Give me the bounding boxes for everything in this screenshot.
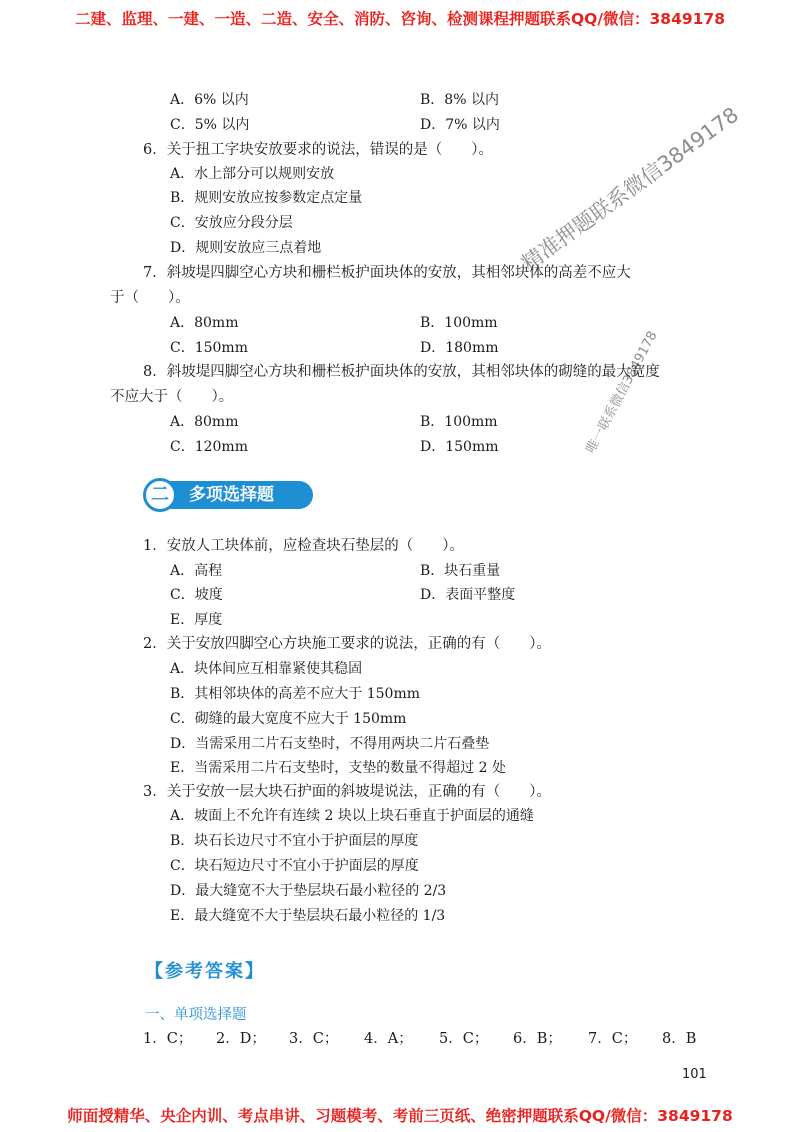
m2-option-d: D．当需采用二片石支垫时，不得用两块二片石叠垫 [170, 736, 490, 752]
answer-section-title: 【参考答案】 [145, 961, 265, 982]
q8-option-d: D．150mm [420, 439, 499, 455]
q6-stem: 6．关于扭工字块安放要求的说法，错误的是（ ）。 [143, 142, 493, 158]
m3-option-e: E．最大缝宽不大于垫层块石最小粒径的 1/3 [170, 908, 446, 924]
q5-option-b: B．8% 以内 [420, 92, 499, 108]
q8-option-c: C．120mm [170, 439, 248, 455]
section-title: 多项选择题 [163, 481, 313, 509]
diagonal-watermark: 精准押题联系微信3849178 [517, 102, 744, 276]
m2-option-e: E．当需采用二片石支垫时，支垫的数量不得超过 2 处 [170, 760, 507, 776]
m3-option-b: B．块石长边尺寸不宜小于护面层的厚度 [170, 833, 419, 849]
m3-stem: 3．关于安放一层大块石护面的斜坡堤说法，正确的有（ ）。 [143, 784, 551, 800]
answer-item: 6．B； [513, 1031, 562, 1047]
m1-stem: 1．安放人工块体前，应检查块石垫层的（ ）。 [143, 538, 464, 554]
m2-option-b: B．其相邻块体的高差不应大于 150mm [170, 686, 421, 702]
m3-option-a: A．坡面上不允许有连续 2 块以上块石垂直于护面层的通缝 [170, 808, 534, 824]
q8-option-b: B．100mm [420, 414, 498, 430]
m3-option-c: C．块石短边尺寸不宜小于护面层的厚度 [170, 858, 419, 874]
q7-option-c: C．150mm [170, 340, 248, 356]
q8-stem-line2: 不应大于（ ）。 [110, 389, 234, 405]
answer-item: 5．C； [439, 1031, 489, 1047]
q7-option-b: B．100mm [420, 315, 498, 331]
m1-option-e: E．厚度 [170, 612, 223, 628]
q8-option-a: A．80mm [170, 414, 239, 430]
answer-item: 7．C； [588, 1031, 638, 1047]
q6-option-b: B．规则安放应按参数定点定量 [170, 190, 363, 206]
m1-option-c: C．坡度 [170, 587, 223, 603]
section-number-badge: 二 [143, 478, 177, 512]
bottom-ad-banner: 师面授精华、央企内训、考点串讲、习题模考、考前三页纸、绝密押题联系QQ/微信：3849178 [67, 1107, 733, 1125]
answer-subsection-title: 一、单项选择题 [145, 1007, 247, 1023]
answer-item: 2．D； [216, 1031, 266, 1047]
q5-option-a: A．6% 以内 [170, 92, 249, 108]
q7-stem-line2: 于（ ）。 [110, 290, 190, 306]
q8-stem-line1: 8．斜坡堤四脚空心方块和栅栏板护面块体的安放，其相邻块体的砌缝的最大宽度 [143, 364, 660, 380]
q6-option-c: C．安放应分段分层 [170, 215, 293, 231]
q5-option-c: C．5% 以内 [170, 117, 250, 133]
answer-item: 4．A； [364, 1031, 413, 1047]
m2-option-a: A．块体间应互相靠紧使其稳固 [170, 661, 363, 677]
q7-stem-line1: 7．斜坡堤四脚空心方块和栅栏板护面块体的安放，其相邻块体的高差不应大 [143, 265, 631, 281]
top-ad-banner: 二建、监理、一建、一造、二造、安全、消防、咨询、检测课程押题联系QQ/微信：3849178 [74, 10, 725, 28]
small-watermark: 唯一联系微信3849178 [583, 328, 661, 456]
q7-option-d: D．180mm [420, 340, 499, 356]
m1-option-a: A．高程 [170, 563, 223, 579]
m2-option-c: C．砌缝的最大宽度不应大于 150mm [170, 711, 407, 727]
m1-option-d: D．表面平整度 [420, 587, 516, 603]
answer-item: 8．B [662, 1031, 697, 1047]
q5-option-d: D．7% 以内 [420, 117, 500, 133]
m2-stem: 2．关于安放四脚空心方块施工要求的说法，正确的有（ ）。 [143, 636, 551, 652]
answer-item: 3．C； [289, 1031, 339, 1047]
m1-option-b: B．块石重量 [420, 563, 501, 579]
page-number: 101 [682, 1067, 707, 1082]
q6-option-d: D．规则安放应三点着地 [170, 240, 322, 256]
q7-option-a: A．80mm [170, 315, 239, 331]
q6-option-a: A．水上部分可以规则安放 [170, 166, 335, 182]
answer-item: 1．C； [143, 1031, 193, 1047]
m3-option-d: D．最大缝宽不大于垫层块石最小粒径的 2/3 [170, 883, 447, 899]
